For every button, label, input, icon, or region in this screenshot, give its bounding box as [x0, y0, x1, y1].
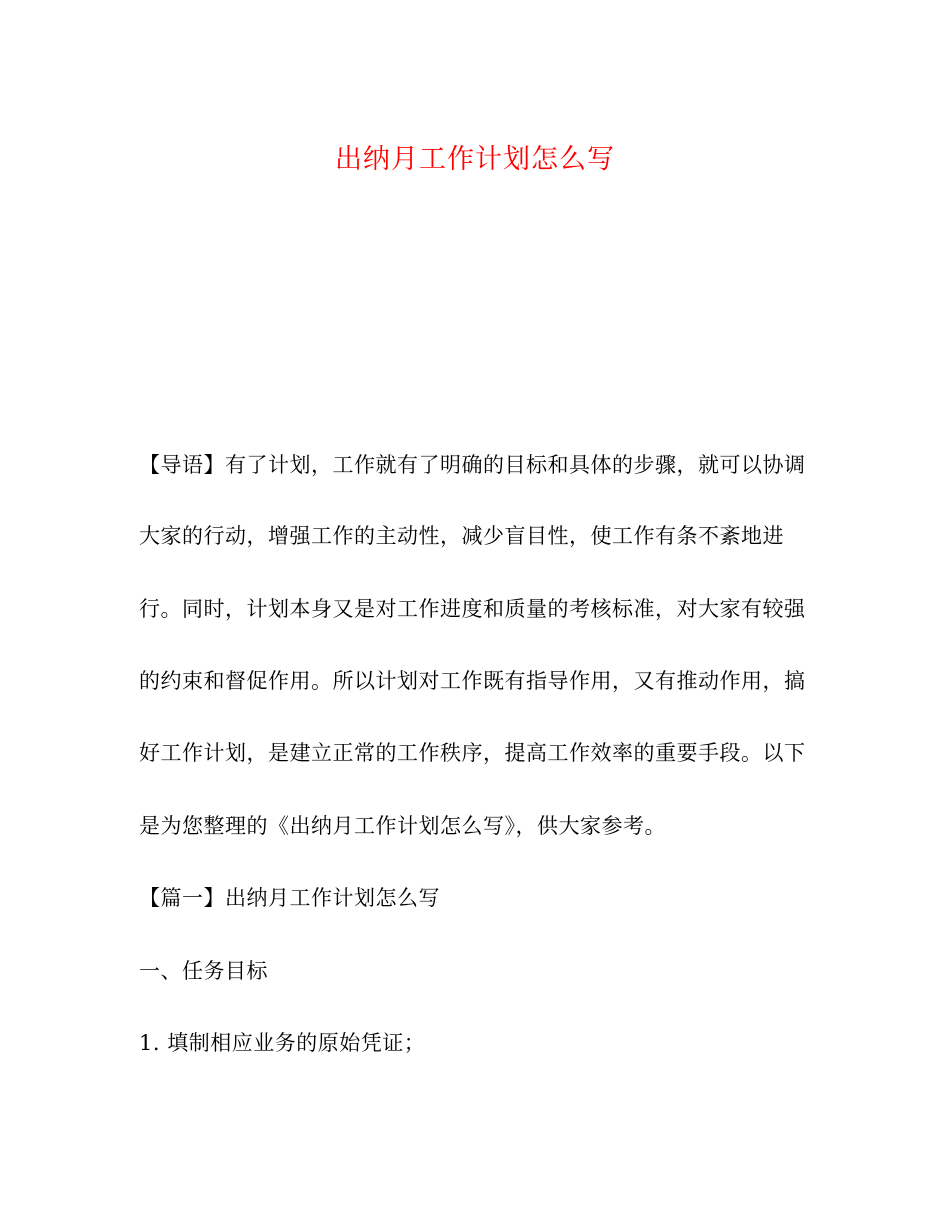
subheading: 一、任务目标 [139, 959, 268, 983]
intro-line-5: 好工作计划，是建立正常的工作秩序，提高工作效率的重要手段。以下 [139, 741, 806, 765]
list-item: 1. 填制相应业务的原始凭证； [139, 1031, 426, 1055]
intro-line-4: 的约束和督促作用。所以计划对工作既有指导作用，又有推动作用，搞 [139, 669, 806, 693]
intro-line-6: 是为您整理的《出纳月工作计划怎么写》，供大家参考。 [139, 814, 666, 838]
section-heading: 【篇一】出纳月工作计划怎么写 [139, 886, 440, 910]
intro-line-1: 【导语】有了计划，工作就有了明确的目标和具体的步骤，就可以协调 [139, 453, 806, 477]
intro-line-3: 行。同时，计划本身又是对工作进度和质量的考核标准，对大家有较强 [139, 597, 806, 621]
document-title: 出纳月工作计划怎么写 [335, 144, 615, 175]
intro-line-2: 大家的行动，增强工作的主动性，减少盲目性，使工作有条不紊地进 [139, 524, 784, 548]
